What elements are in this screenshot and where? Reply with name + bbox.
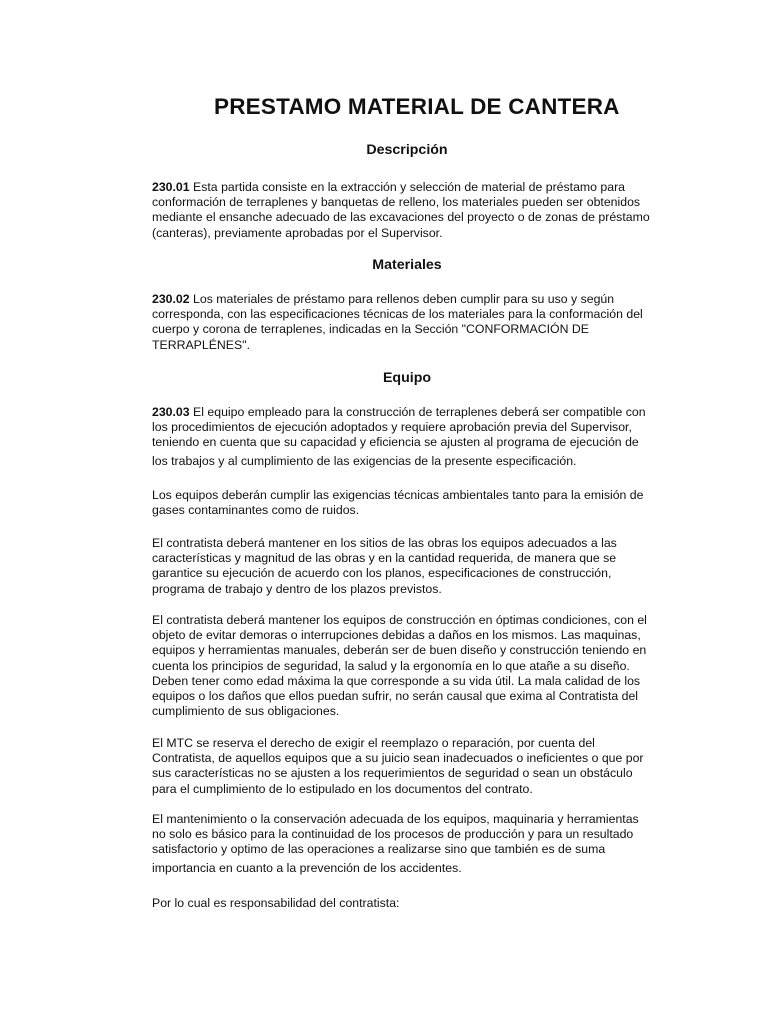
paragraph-line: satisfactorio y optimo de las operaciones a realizarse sino que también es de suma	[152, 842, 606, 857]
paragraph-line: El MTC se reserva el derecho de exigir el reemplazo o reparación, por cuenta del	[152, 736, 595, 750]
section-heading-descripcion: Descripción	[366, 142, 448, 158]
clause-number: 230.01	[152, 180, 190, 194]
section-paragraph-230-03	[152, 405, 662, 469]
paragraph-line: para el cumplimiento de lo estipulado en los documentos del contrato.	[152, 781, 533, 796]
paragraph-line: los trabajos y al cumplimiento de las exigencias de la presente especificación.	[152, 453, 577, 468]
section-paragraph-230-02	[152, 292, 662, 353]
paragraph-line: Deben tener como edad máxima la que corresponde a su vida útil. La mala calidad de los	[152, 673, 641, 688]
clause-number: 230.02	[152, 292, 190, 306]
paragraph-line: equipos o los daños que ellos puedan sufrir, no serán causal que exima al Contratista del	[152, 689, 639, 704]
document-title: PRESTAMO MATERIAL DE CANTERA	[214, 94, 620, 119]
section-heading-equipo: Equipo	[382, 370, 432, 386]
section-paragraph-230-01	[152, 180, 662, 241]
section-heading-materiales: Materiales	[372, 257, 442, 273]
paragraph-line: no solo es básico para la continuidad de los procesos de producción y para un resultado	[152, 827, 634, 842]
paragraph-line: El mantenimiento o la conservación adecuada de los equipos, maquinaria y herramientas	[152, 812, 639, 826]
paragraph-optimas-condiciones	[152, 613, 662, 719]
paragraph-line: teniendo en cuenta que su capacidad y eficiencia se ajusten al programa de ejecución de	[152, 435, 639, 450]
paragraph-line: (canteras), previamente aprobadas por el Supervisor.	[152, 225, 443, 240]
paragraph-equipos-adecuados	[152, 536, 662, 597]
paragraph-line: características y magnitud de las obras y en la cantidad requerida, de manera que se	[152, 551, 617, 566]
paragraph-line: importancia en cuanto a la prevención de los accidentes.	[152, 860, 462, 875]
paragraph-mantenimiento	[152, 812, 662, 876]
paragraph-line: objeto de evitar demoras o interrupciones debidas a daños en los mismos. Las maquinas,	[152, 628, 641, 643]
paragraph-line: conformación de terraplenes y banquetas de relleno, los materiales pueden ser obtenidos	[152, 195, 641, 210]
paragraph-line: gases contaminantes como de ruidos.	[152, 503, 360, 518]
paragraph-line: El contratista deberá mantener los equipos de construcción en óptimas condiciones, con el	[152, 613, 647, 627]
paragraph-line: 230.02 Los materiales de préstamo para rellenos deben cumplir para su uso y según	[152, 292, 615, 306]
paragraph-line: programa de trabajo y dentro de los plazos previstos.	[152, 581, 442, 596]
paragraph-line: 230.01 Esta partida consiste en la extracción y selección de material de préstamo para	[152, 180, 626, 194]
paragraph-line: Los equipos deberán cumplir las exigencias técnicas ambientales tanto para la emisión de	[152, 488, 644, 502]
paragraph-line: 230.03 El equipo empleado para la construcción de terraplenes deberá ser compatible con	[152, 405, 646, 419]
clause-number: 230.03	[152, 405, 190, 419]
paragraph-line: cuenta los principios de seguridad, la salud y la ergonomía en lo que atañe a su diseño.	[152, 658, 630, 673]
paragraph-line: Contratista, de aquellos equipos que a su juicio sean inadecuados o ineficientes o que por	[152, 751, 644, 766]
paragraph-line: Por lo cual es responsabilidad del contratista:	[152, 896, 400, 910]
paragraph-line: El contratista deberá mantener en los sitios de las obras los equipos adecuados a las	[152, 536, 617, 550]
paragraph-line: equipos y herramientas manuales, deberán ser de buen diseño y construcción teniendo en	[152, 643, 647, 658]
paragraph-line: corresponda, con las especificaciones técnicas de los materiales para la conformación del	[152, 307, 643, 322]
paragraph-line: sus características no se ajusten a los requerimientos de seguridad o sean un obstáculo	[152, 766, 633, 781]
paragraph-responsabilidad	[152, 896, 662, 911]
paragraph-line: garantice su ejecución de acuerdo con los planos, especificaciones de construcción,	[152, 566, 612, 581]
paragraph-emisiones	[152, 488, 662, 518]
paragraph-line: los procedimientos de ejecución adoptados y requiere aprobación previa del Supervisor,	[152, 420, 632, 435]
paragraph-line: TERRAPLÉNES".	[152, 337, 250, 352]
paragraph-mtc	[152, 736, 662, 797]
paragraph-line: mediante el ensanche adecuado de las excavaciones del proyecto o de zonas de préstamo	[152, 210, 650, 225]
paragraph-line: cuerpo y corona de terraplenes, indicadas en la Sección "CONFORMACIÓN DE	[152, 322, 589, 337]
paragraph-line: cumplimiento de sus obligaciones.	[152, 704, 340, 719]
